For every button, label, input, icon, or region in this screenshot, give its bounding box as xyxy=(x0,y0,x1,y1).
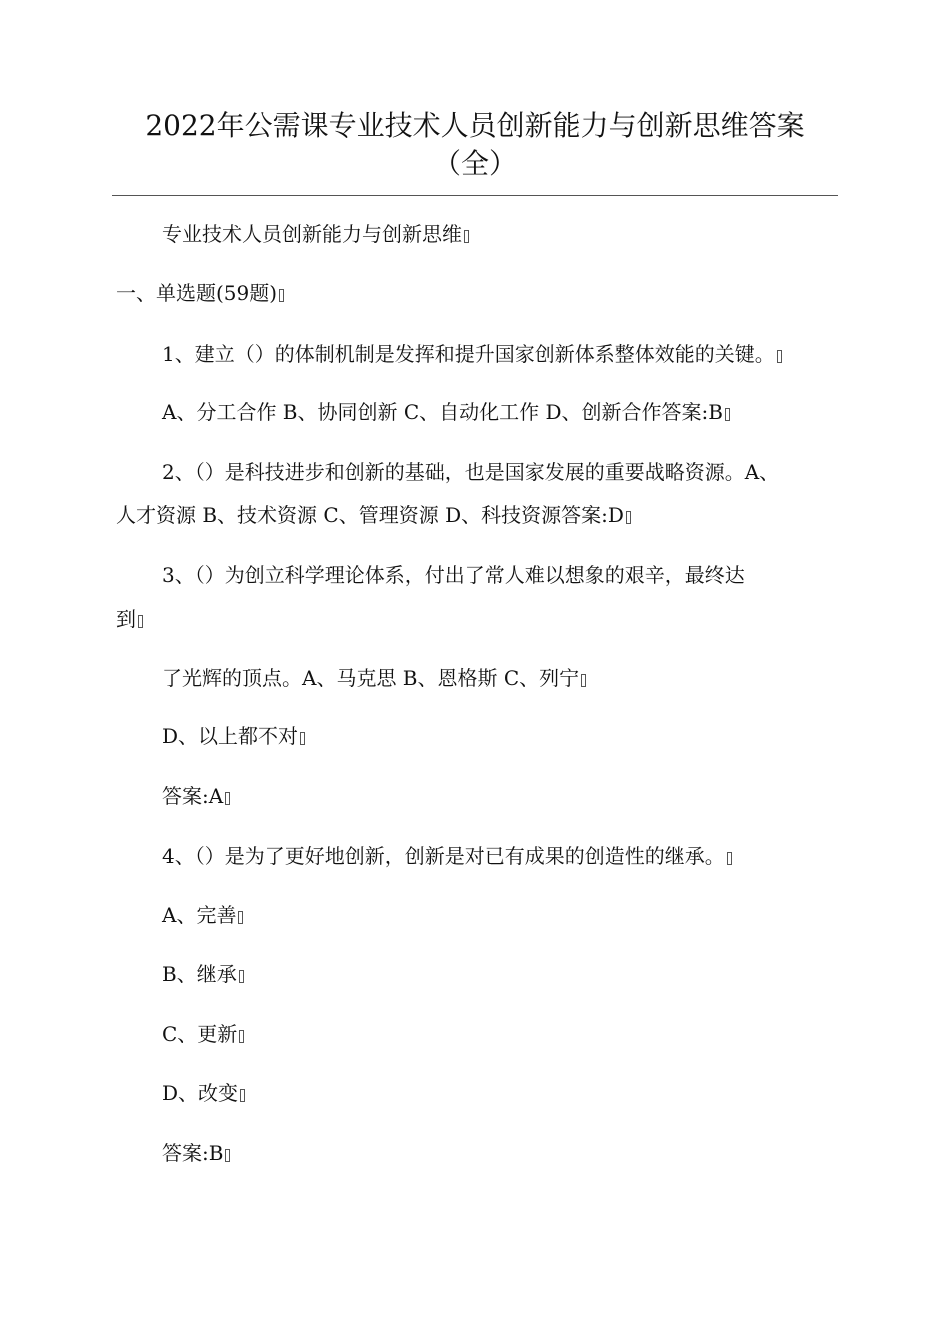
question-4-option-c: C、更新 xyxy=(162,1022,238,1046)
question-2-stem-line1 xyxy=(162,458,779,486)
question-3-answer-line xyxy=(162,782,230,810)
paragraph-mark-icon xyxy=(464,230,469,243)
question-3-answer: 答案:A xyxy=(162,784,224,808)
question-3-option-d-line xyxy=(162,722,305,750)
question-4-option-a-line xyxy=(162,901,243,929)
question-2-stem-line2 xyxy=(116,501,631,529)
paragraph-mark-icon xyxy=(279,289,284,302)
paragraph-mark-icon xyxy=(777,350,782,363)
question-4-option-b: B、继承 xyxy=(162,962,237,986)
paragraph-mark-icon xyxy=(626,511,631,524)
question-4-option-c-line xyxy=(162,1020,244,1048)
question-3-stem-line1 xyxy=(162,561,745,589)
paragraph-mark-icon xyxy=(300,732,305,745)
section-heading-text: 一、单选题(59题) xyxy=(116,281,278,305)
question-3-stem-part1: 3、（）为创立科学理论体系，付出了常人难以想象的艰辛，最终达 xyxy=(162,563,745,587)
question-4-answer: 答案:B xyxy=(162,1141,224,1165)
paragraph-mark-icon xyxy=(225,1149,230,1162)
question-3-stem-part3: 了光辉的顶点。A、马克思 B、恩格斯 C、列宁 xyxy=(162,666,580,690)
question-1-stem-line xyxy=(162,340,782,368)
subtitle-line xyxy=(162,220,469,248)
question-3-stem-part2: 到 xyxy=(116,607,136,631)
question-4-option-d: D、改变 xyxy=(162,1081,239,1105)
paragraph-mark-icon xyxy=(138,615,143,628)
question-4-option-b-line xyxy=(162,960,244,988)
paragraph-mark-icon xyxy=(727,852,732,865)
document-title-line2: （全） xyxy=(432,147,517,180)
question-2-stem-part2: 人才资源 B、技术资源 C、管理资源 D、科技资源答案:D xyxy=(116,503,624,527)
question-3-stem-line3 xyxy=(162,664,586,692)
paragraph-mark-icon xyxy=(225,792,230,805)
document-title-line1: 2022年公需课专业技术人员创新能力与创新思维答案 xyxy=(145,109,805,142)
question-1-options-answer: A、分工合作 B、协同创新 C、自动化工作 D、创新合作答案:B xyxy=(162,400,723,424)
paragraph-mark-icon xyxy=(240,1089,245,1102)
question-1-options-line xyxy=(162,398,730,426)
question-3-option-d: D、以上都不对 xyxy=(162,724,299,748)
paragraph-mark-icon xyxy=(581,674,586,687)
paragraph-mark-icon xyxy=(725,408,730,421)
question-3-stem-line2 xyxy=(116,605,143,633)
question-2-stem-part1: 2、（）是科技进步和创新的基础，也是国家发展的重要战略资源。A、 xyxy=(162,460,780,484)
paragraph-mark-icon xyxy=(239,970,244,983)
section-heading-line xyxy=(116,279,284,307)
question-4-option-a: A、完善 xyxy=(162,903,237,927)
question-4-answer-line xyxy=(162,1139,230,1167)
paragraph-mark-icon xyxy=(238,911,243,924)
question-4-stem-line xyxy=(162,842,732,870)
paragraph-mark-icon xyxy=(239,1030,244,1043)
question-4-option-d-line xyxy=(162,1079,245,1107)
subtitle-text: 专业技术人员创新能力与创新思维 xyxy=(162,222,462,246)
question-4-stem: 4、（）是为了更好地创新，创新是对已有成果的创造性的继承。 xyxy=(162,844,725,868)
question-1-stem: 1、建立（）的体制机制是发挥和提升国家创新体系整体效能的关键。 xyxy=(162,342,775,366)
title-divider xyxy=(112,195,838,196)
